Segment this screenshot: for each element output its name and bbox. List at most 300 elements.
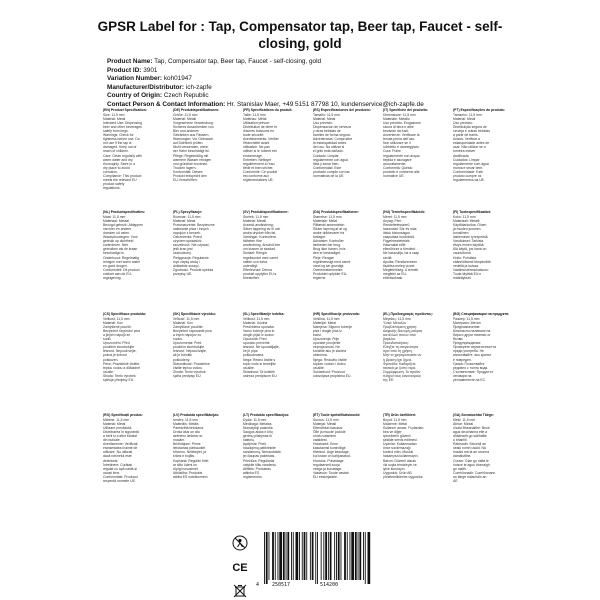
- language-line: poškodený.: [173, 357, 191, 362]
- barcode-bar: [312, 532, 314, 580]
- language-line: Предупреждения:: [453, 341, 482, 346]
- language-line: Cúram: Glan go rialta le: [453, 458, 489, 463]
- language-line: Suurus: 11,5 mm: [313, 418, 339, 423]
- language-line: Sicheres Ausschenken von: [173, 125, 214, 130]
- language-line: Påtænkt anvendelse:: [313, 223, 345, 228]
- language-line: Efterlevnad: Denna: [243, 267, 273, 272]
- language-line: barriles de forma segura.: [313, 133, 351, 138]
- language-line: Υλικό: Μέταλλο: [383, 321, 406, 326]
- language-line: Veličina: 11,5 mm: [313, 317, 340, 322]
- language-line: Intended Use: Dispensing: [103, 121, 142, 126]
- language-line: бъчви.: [453, 337, 464, 342]
- meta-value: Tap, Compensator tap, Beer tap, Faucet - self-closing, gold: [154, 58, 322, 65]
- language-line: przepisy UE.: [173, 271, 193, 276]
- language-line: Įspėjimai: Prieš: [243, 442, 266, 447]
- language-line: utilisation. Ne pas: [243, 145, 270, 150]
- barcode-bar: [347, 532, 348, 580]
- language-line: Sikker tapning af øl og: [313, 227, 347, 232]
- barcode-bar: [304, 532, 306, 580]
- language-line: mucām.: [173, 438, 186, 443]
- language-line: Nega: Redno čistite s: [243, 357, 276, 362]
- language-line: Droša alus un citu: [173, 430, 201, 435]
- language-line: Conformité: Ce produit: [243, 169, 278, 174]
- barcode-bar: [269, 532, 270, 580]
- language-block: [313, 413, 379, 513]
- language-line: της ΕΕ.: [383, 377, 395, 382]
- meta-label: Manufacturer/Distributor:: [107, 83, 185, 91]
- language-line: βαρέλια.: [383, 337, 396, 342]
- language-heading: (HU) Termékspecifikációk:: [383, 210, 426, 214]
- language-line: Care: Clean regularly with: [103, 153, 143, 158]
- language-line: πριν από τη χρήση.: [383, 349, 413, 354]
- language-line: tiède et bien sécher.: [243, 165, 274, 170]
- language-line: Rendeltetésszerű: [383, 223, 410, 228]
- language-line: použitím zkontrolujte: [103, 345, 135, 350]
- product-meta: [107, 58, 547, 110]
- language-line: Material: Metall: [243, 219, 266, 224]
- language-line: Größe: 11,5 mm: [173, 113, 198, 118]
- language-line: jeśli kran jest: [173, 247, 193, 252]
- language-line: Vastavus: Toode vastab: [313, 470, 349, 475]
- language-line: Saugus alaus ir kitų: [243, 430, 273, 435]
- language-line: megfelel az EU-: [383, 271, 408, 276]
- language-line: regolarmente con acqua: [383, 153, 420, 158]
- language-heading: (GA) Sonraíochtaí Táirge:: [453, 413, 495, 417]
- language-line: Предназначение:: [453, 325, 481, 330]
- language-line: Vorgesehene Verwendung:: [173, 121, 214, 126]
- language-line: Figyelmeztetések:: [383, 239, 411, 244]
- language-line: gėrimų pilstymas iš: [243, 434, 272, 439]
- language-line: Koko: 11,5 mm: [453, 215, 476, 220]
- language-heading: (LV) Produkta specifikācijas:: [173, 413, 220, 417]
- language-line: napojów z beczek.: [173, 231, 201, 236]
- language-line: csapolása hordókból.: [383, 235, 416, 240]
- language-line: Materijal: Metal: [313, 321, 336, 326]
- language-line: tibia y secar bien.: [313, 161, 340, 166]
- language-line: nepropusnost. Ne: [313, 345, 340, 350]
- language-line: Безопасно наливане на: [453, 329, 491, 334]
- language-line: Materiale: Metal: [313, 219, 338, 224]
- language-line: Materiaal: Metaal: [103, 219, 130, 224]
- language-heading: (PT) Especificações do produto:: [453, 108, 505, 112]
- language-line: dry place to avoid: [103, 165, 130, 170]
- language-line: Vaatimustenmukaisuus:: [453, 267, 489, 272]
- language-line: ó bhairillí.: [453, 438, 468, 443]
- language-line: voldoet aan de EU-: [103, 271, 133, 276]
- meta-value: Hr. Stanislav Maer, +49 5151 87798 10, kundenservice@ich-zapfe.de: [227, 100, 424, 108]
- language-line: prodotto è conforme alle: [383, 169, 420, 174]
- barcode-bar: [291, 532, 292, 580]
- language-line: Overensstemmelse:: [313, 267, 344, 272]
- language-line: kui kraan on kahjustatud.: [313, 454, 351, 459]
- language-line: ar siltu ūdeni un: [173, 462, 197, 467]
- language-line: lietošanas pārbaudiet: [173, 446, 206, 451]
- barcode-bar: [275, 532, 276, 580]
- language-line: sandarumą. Nenaudokite,: [243, 450, 282, 455]
- language-line: tætheden før brug.: [313, 243, 342, 248]
- meta-label: Variation Number:: [107, 75, 163, 83]
- language-line: statinių.: [243, 438, 255, 443]
- language-block: [313, 210, 379, 310]
- language-line: Tamaño: 11,5 mm: [313, 113, 340, 118]
- barcode-bar: [315, 532, 316, 584]
- language-line: Skötsel: Rengör: [243, 251, 268, 256]
- barcode-bar: [328, 532, 329, 580]
- language-line: τακτικά με ζεστό νερό.: [383, 365, 417, 370]
- language-line: kontrol edin. Musluk: [383, 450, 414, 455]
- language-line: safely from kegs.: [103, 129, 129, 134]
- language-line: Méid: 11,5 mm: [453, 418, 476, 423]
- language-line: usar. Não utilizar se a: [453, 145, 486, 150]
- language-line: el grifo está dañado.: [313, 149, 344, 154]
- language-line: редовно с топла вода.: [453, 365, 489, 370]
- language-line: Material: Metal: [103, 117, 126, 122]
- language-line: използвайте, ако кранът: [453, 353, 492, 358]
- language-line: Rozmiar: 11,5 mm: [173, 215, 201, 220]
- meta-value: 3901: [143, 66, 158, 74]
- language-line: regularmente con agua: [313, 157, 348, 162]
- language-line: produkt uppfyller EU:s: [243, 271, 277, 276]
- barcode-bar: [283, 532, 285, 580]
- language-heading: (FR) Spécifications du produit:: [243, 108, 293, 112]
- language-line: föreskrifter.: [243, 275, 260, 280]
- language-line: vaatidest.: [313, 438, 328, 443]
- language-line: an táirge rialacháin an: [453, 474, 487, 479]
- language-line: těsnost. Nepoužívejte,: [103, 349, 137, 354]
- language-line: Taille: 11,5 mm: [243, 113, 266, 118]
- language-line: morna e secar bem.: [453, 165, 484, 170]
- language-heading: (BG) Спецификации на продукта:: [453, 312, 510, 316]
- language-line: laskeminen tynnyreistä.: [453, 235, 489, 240]
- barcode-bar: [278, 532, 279, 580]
- barcode-bar: [338, 532, 340, 580]
- language-block: [243, 413, 309, 513]
- language-line: dacă robinetul este: [103, 454, 132, 459]
- language-line: Грижа: Почиствайте: [453, 361, 485, 366]
- language-line: Méret: 11,5 mm: [383, 215, 407, 220]
- language-line: gebruiken als de kraan: [103, 247, 138, 252]
- language-line: Opozorila: Pred: [243, 337, 267, 342]
- language-line: krāns ir bojāts.: [173, 454, 196, 459]
- meta-label: Country of Origin:: [107, 92, 163, 100]
- language-line: danificada.: [453, 153, 470, 158]
- language-line: Avsedd användning:: [243, 223, 274, 228]
- language-heading: (SL) Specifikacije izdelka:: [243, 312, 285, 316]
- barcode-bar: [330, 532, 332, 580]
- barcode-bar: [310, 532, 311, 580]
- language-line: Avertissements: Vérifier: [243, 137, 279, 142]
- language-line: Upozornenia: Pred: [173, 341, 202, 346]
- language-line: auf Dichtheit prüfen.: [173, 141, 204, 146]
- language-line: Konformität: Dieses: [173, 169, 203, 174]
- language-line: sicura di birra e altre: [383, 125, 414, 130]
- language-heading: (SV) Produktspecifikationer:: [243, 210, 289, 214]
- language-line: Material: Metall: [173, 117, 196, 122]
- language-line: Njega: Redovito čistite: [313, 357, 347, 362]
- meta-label: Contact Person & Contact Information:: [107, 100, 226, 108]
- language-line: Compliance: This product: [103, 173, 142, 178]
- meta-variation: [107, 75, 547, 84]
- language-heading: (EN) Product Specification:: [103, 108, 147, 112]
- language-line: Προειδοποιήσεις:: [383, 341, 410, 346]
- no-child-icon: [232, 535, 248, 551]
- language-line: reach of children.: [103, 149, 130, 154]
- language-line: Maat: 11,5 mm: [103, 215, 126, 220]
- meta-product-name: [107, 58, 547, 67]
- barcode-bar: [323, 532, 324, 580]
- language-line: Bier und anderen: [173, 129, 200, 134]
- language-line: und gründlich trocknen.: [173, 161, 209, 166]
- language-line: Cura: Pulire: [383, 149, 401, 154]
- language-line: регламентите на ЕС.: [453, 377, 487, 382]
- language-line: nalewanie piwa i innych: [173, 227, 209, 232]
- language-line: del uso. No utilizar si: [313, 145, 345, 150]
- barcode-bar: [344, 532, 346, 580]
- language-line: reinigen met warm water: [103, 259, 141, 264]
- language-line: dzērienu liešana no: [173, 434, 203, 439]
- language-line: vedellä ja kuivaa.: [453, 263, 480, 268]
- language-line: la estanqueidad antes: [313, 141, 347, 146]
- language-line: Brug ikke hanen, hvis: [313, 247, 346, 252]
- language-line: dokładnie suszyć.: [173, 263, 200, 268]
- language-line: huisce te agus triomaigh: [453, 462, 490, 467]
- language-line: отговаря на: [453, 373, 472, 378]
- language-line: Brīdinājumi: Pirms: [173, 442, 201, 447]
- language-line: atbilst ES noteikumiem.: [173, 474, 209, 479]
- language-heading: (ET) Toote spetsifikatsioonid:: [313, 413, 361, 417]
- language-block: [173, 210, 239, 310]
- language-line: ELi eeskirjadele.: [313, 474, 338, 479]
- language-line: čistite teplou vodou.: [173, 365, 203, 370]
- language-heading: (HR) Specifikacije proizvoda:: [313, 312, 360, 316]
- language-line: Pflege: Regelmäßig mit: [173, 153, 209, 158]
- language-line: toplo vodo in temeljito: [243, 361, 276, 366]
- language-line: meets the relevant EU: [103, 177, 137, 182]
- barcode-bar: [272, 532, 274, 580]
- language-line: teplou vodou a důkladně: [103, 365, 140, 370]
- language-line: régulièrement à l'eau: [243, 161, 275, 166]
- language-block: [453, 312, 519, 412]
- language-line: Μην το χρησιμοποιείτε αν: [383, 353, 422, 358]
- language-line: Storlek: 11,5 mm: [243, 215, 269, 220]
- language-line: jei čiaupas pažeistas.: [243, 454, 276, 459]
- language-line: Dydis: 11,5 mm: [243, 418, 267, 423]
- language-line: tenuta prima dell'uso.: [383, 137, 416, 142]
- barcode-bar: [341, 532, 342, 580]
- language-block: [103, 210, 169, 310]
- language-line: endommagé.: [243, 153, 263, 158]
- language-line: Conformiteit: Dit product: [103, 267, 140, 272]
- language-line: cerveja e outras bebidas: [453, 129, 490, 134]
- language-line: Starostlivosť: Pravidelne: [173, 361, 210, 366]
- language-line: regulaarselt sooja: [313, 462, 340, 467]
- language-line: Ostrzeżenia: Przed: [173, 235, 202, 240]
- language-line: Upozorenja: Prije: [313, 337, 340, 342]
- language-block: [243, 108, 309, 208]
- language-block: [173, 413, 239, 513]
- barcode-bar: [264, 532, 265, 584]
- language-line: преди употреба. Не: [453, 349, 484, 354]
- language-line: rūpīgi nosusiniet.: [173, 466, 199, 471]
- language-line: pokud je kohout: [103, 353, 127, 358]
- language-line: Utilizare prevăzută:: [103, 426, 133, 431]
- language-line: poškodovana.: [243, 353, 265, 358]
- language-line: atitinka ES: [243, 470, 260, 475]
- barcode-bar: [355, 532, 357, 580]
- barcode-bar: [350, 532, 351, 580]
- language-line: uporabo preverite: [243, 341, 270, 346]
- language-line: toplom vodom i dobro: [313, 361, 346, 366]
- language-line: tisztítsa meleg vízzel.: [383, 263, 416, 268]
- meta-value: ich-zapfe: [185, 83, 212, 91]
- language-line: και άλλων ποτών από: [383, 333, 416, 338]
- language-block: [453, 210, 519, 310]
- barcode-bar: [351, 532, 354, 580]
- barcode-digits-middle: 250517: [272, 582, 291, 588]
- language-line: Ábhar: Miotal: [453, 422, 473, 427]
- language-line: Boyut: 11,5 mm: [383, 418, 407, 423]
- language-row: [103, 108, 513, 210]
- language-line: Paredzētā lietošana:: [173, 426, 204, 431]
- language-line: Produkt entspricht den: [173, 173, 207, 178]
- language-line: Przeznaczenie: Bezpieczne: [173, 223, 215, 228]
- barcode-digit-left: 4: [256, 582, 260, 588]
- language-line: Skladnost: Ta izdelek: [243, 369, 275, 374]
- language-line: Material: Metal: [313, 117, 336, 122]
- language-line: içeceklerin güvenli: [383, 434, 411, 439]
- language-line: Материал: Метал: [453, 321, 481, 326]
- language-line: Beoogd gebruik: Afdappen: [103, 223, 143, 228]
- language-line: Material: Metal: [103, 422, 126, 427]
- language-line: ordentligt.: [243, 263, 258, 268]
- language-line: Non utilizzare se il: [383, 141, 411, 146]
- language-line: säännöllisesti lämpimällä: [453, 259, 491, 264]
- language-line: vand og tør grundigt.: [313, 263, 345, 268]
- language-line: veega ja kuivatage.: [313, 466, 343, 471]
- language-line: corrosion.: [103, 169, 118, 174]
- language-line: damáistithe.: [453, 454, 472, 459]
- safety-icons: [232, 535, 256, 600]
- language-block: [173, 108, 239, 208]
- language-line: drugih pijač iz sodov.: [243, 333, 275, 338]
- barcode-bar: [365, 532, 366, 584]
- language-line: Zhoda: Tento výrobok: [173, 369, 206, 374]
- ce-mark-text: CE: [232, 562, 248, 574]
- language-line: estanqueidade antes de: [453, 141, 490, 146]
- language-line: Avvertenze: Verificare la: [383, 133, 420, 138]
- language-line: Ασφαλής διανομή μπύρας: [383, 329, 423, 334]
- language-line: regelbundet med varmt: [243, 255, 278, 260]
- ce-icon: [232, 559, 248, 575]
- language-line: Size: 11.5 mm: [103, 113, 125, 118]
- language-line: Uyarılar: Kullanmadan: [383, 442, 417, 447]
- language-line: Uso previsto:: [453, 121, 473, 126]
- barcode-bar: [287, 532, 289, 580]
- language-line: respectă normele UE.: [103, 478, 136, 483]
- language-line: Utilisation prévue:: [243, 121, 270, 126]
- language-block: [243, 210, 309, 310]
- language-line: regelgeving.: [103, 275, 122, 280]
- language-line: Съответствие: Продуктът: [453, 369, 494, 374]
- language-line: rubinetto è danneggiato.: [383, 145, 420, 150]
- barcode-bar: [334, 532, 335, 580]
- language-line: önce sızdırmazlığı: [383, 446, 411, 451]
- language-line: regelmæssigt med varmt: [313, 259, 351, 264]
- language-line: iyice kurulayın.: [383, 466, 406, 471]
- language-line: splňuje předpisy EU.: [103, 377, 135, 382]
- language-line: Întreținere: Curățați: [103, 462, 133, 467]
- language-line: tätheten före: [243, 239, 263, 244]
- language-line: η βρύση έχει ζημιά.: [383, 357, 412, 362]
- language-row: [103, 210, 513, 312]
- language-block: [173, 312, 239, 412]
- language-line: Distribuição segura de: [453, 125, 487, 130]
- language-line: Materiál: Kov: [103, 321, 123, 326]
- language-line: ohutu valamine: [313, 434, 336, 439]
- language-line: Velikost: 11,5 mm: [103, 317, 130, 322]
- language-line: Varningar: Kontrollera: [243, 235, 276, 240]
- title-line-1: GPSR Label for : Tap, Compensator tap, Beer tap, Faucet - self-: [97, 19, 503, 34]
- language-line: damaged. Keep out of: [103, 145, 137, 150]
- language-line: Avisos: Verificar a: [453, 137, 480, 142]
- language-block: [383, 108, 449, 208]
- language-line: Distribuirea în siguranță: [103, 430, 139, 435]
- language-heading: (LT) Produkto specifikacijos:: [243, 413, 290, 417]
- language-line: sudov.: [173, 337, 183, 342]
- language-line: Medžiaga: Metalas: [243, 422, 272, 427]
- language-line: van bier en andere: [103, 227, 132, 232]
- language-heading: (PL) Specyfikacje:: [173, 210, 203, 214]
- language-line: etanșeitatea înainte de: [103, 446, 138, 451]
- barcode-digits-right: 514200: [320, 582, 339, 588]
- language-line: sudů.: [103, 337, 112, 342]
- language-line: Hoito: Puhdista: [453, 255, 476, 260]
- language-heading: (ES) Especificaciones del producto:: [313, 108, 371, 112]
- language-heading: (RO) Specificații produs:: [103, 413, 143, 417]
- language-line: Käyttötarkoitus: Oluen: [453, 223, 487, 228]
- language-line: määräykset.: [453, 275, 472, 280]
- barcode-bar: [363, 532, 364, 580]
- language-block: [383, 413, 449, 513]
- language-line: Dispensación de cerveza: [313, 125, 351, 130]
- meta-country: [107, 92, 547, 101]
- language-line: naudojimą patikrinkite: [243, 446, 276, 451]
- language-line: osušite.: [313, 365, 325, 370]
- language-line: Õlle ja muude jookide: [313, 430, 346, 435]
- language-line: a berii și a altor băuturi: [103, 434, 138, 439]
- language-line: Размер: 11,5 mm: [453, 317, 480, 322]
- language-heading: (EL) Προδιαγραφές προϊόντος:: [383, 312, 434, 316]
- language-line: Izmērs: 11,5 mm: [173, 418, 198, 423]
- language-line: Atitiktis: Produktas: [243, 466, 271, 471]
- language-line: Проверете херметичността: [453, 345, 497, 350]
- language-line: fustager.: [313, 235, 327, 240]
- language-line: bačvi.: [313, 333, 322, 338]
- language-line: yönetmeliklerine uygundur.: [383, 474, 424, 479]
- meta-label: Product Name:: [107, 58, 153, 65]
- language-line: dháileadh go sábháilte: [453, 434, 487, 439]
- language-line: Συμμόρφωση: Το προϊόν: [383, 369, 421, 374]
- language-heading: (IT) Specifiche del prodotto:: [383, 108, 429, 112]
- language-line: osušte.: [103, 369, 114, 374]
- language-line: andra drycker från fat.: [243, 231, 277, 236]
- barcode-bar: [279, 532, 282, 580]
- language-line: Φροντίδα: Καθαρίζετε: [383, 361, 416, 366]
- language-line: användning. Använd inte: [243, 243, 281, 248]
- language-line: Produktet opfylder EU-: [313, 271, 348, 276]
- language-line: vatten och torka: [243, 259, 268, 264]
- language-line: din butoaie.: [103, 438, 121, 443]
